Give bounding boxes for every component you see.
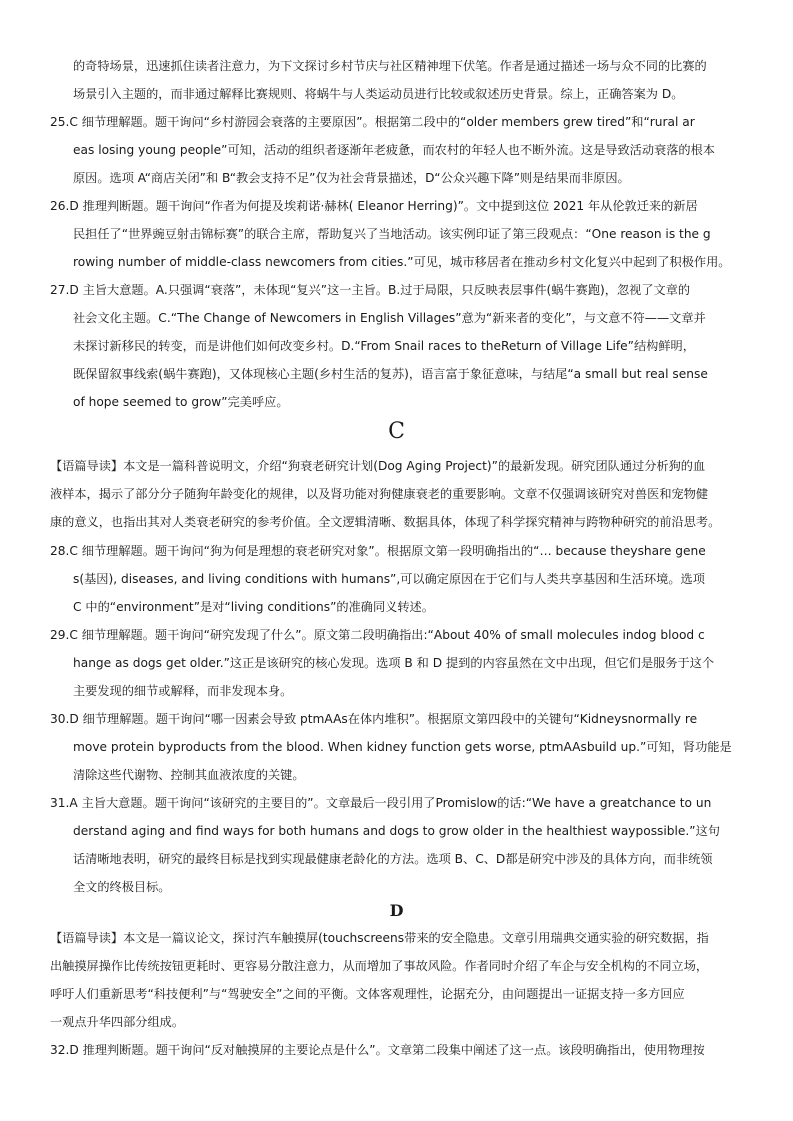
answer-27: 27.D 主旨大意题。A.只强调“衰落”，未体现“复兴”这一主旨。B.过于局限，只反映表层事件(蜗牛赛跑)，忽视了文章的 xyxy=(50,283,691,297)
section-c-intro: 【语篇导读】本文是一篇科普说明文，介绍“狗衰老研究计划(Dog Aging Project)”的最新发现。研究团队通过分析狗的血 xyxy=(50,459,706,473)
answer-28: 28.C 细节理解题。题干询问“狗为何是理想的衰老研究对象”。根据原文第一段明确指出的“… because theyshare gene xyxy=(50,544,706,558)
text-line: 社会文化主题。C.“The Change of Newcomers in English Villages”意为“新来者的变化”，与文意不符——文章并 xyxy=(73,311,706,325)
section-d-heading: D xyxy=(389,901,404,920)
answer-32: 32.D 推理判断题。题干询问“反对触摸屏的主要论点是什么”。文章第二段集中阐述了这一点。该段明确指出，使用物理按 xyxy=(50,1043,705,1057)
text-line: 既保留叙事线索(蜗牛赛跑)，又体现核心主题(乡村生活的复苏)，语言富于象征意味，与结尾“a small but real sense xyxy=(73,367,708,381)
answer-26: 26.D 推理判断题。题干询问“作者为何提及埃莉诺·赫林( Eleanor Herring)”。文中提到这位 2021 年从伦敦迁来的新居 xyxy=(50,199,698,213)
text-line: 呼吁人们重新思考“科技便利”与“驾驶安全”之间的平衡。文体客观理性，论据充分，由问题提出一证据支持一多方回应 xyxy=(50,987,685,1001)
text-line: eas losing young people”可知，活动的组织者逐渐年老疲惫，而农村的年轻人也不断外流。这是导致活动衰落的根本 xyxy=(73,143,715,157)
text-line: 场景引入主题的，而非通过解释比赛规则、将蜗牛与人类运动员进行比较或叙述历史背景。综上，正确答案为 D。 xyxy=(73,87,684,101)
section-c-heading: C xyxy=(388,419,405,444)
text-line: derstand aging and find ways for both humans and dogs to grow older in the healthiest waypossible.”这句 xyxy=(73,824,720,838)
text-line: 原因。选项 A“商店关闭”和 B“教会支持不足”仅为社会背景描述，D“公众兴趣下降”则是结果而非原因。 xyxy=(73,171,630,185)
answer-31: 31.A 主旨大意题。题干询问“该研究的主要目的”。文章最后一段引用了Promislow的话:“We have a greatchance to un xyxy=(50,796,712,810)
text-line: 的奇特场景，迅速抓住读者注意力，为下文探讨乡村节庆与社区精神埋下伏笔。作者是通过描述一场与众不同的比赛的 xyxy=(73,59,707,73)
text-line: 清除这些代谢物、控制其血液浓度的关键。 xyxy=(73,768,305,782)
text-line: 未探讨新移民的转变，而是讲他们如何改变乡村。D.“From Snail races to theReturn of Village Life”结构鲜明， xyxy=(73,339,695,353)
text-line: rowing number of middle-class newcomers from cities.”可见，城市移居者在推动乡村文化复兴中起到了积极作用。 xyxy=(73,255,731,269)
text-line: 民担任了“世界豌豆射击锦标赛”的联合主席，帮助复兴了当地活动。该实例印证了第三段观点：“One reason is the g xyxy=(73,227,711,241)
text-line: 液样本，揭示了部分分子随狗年龄变化的规律，以及肾功能对狗健康衰老的重要影响。文章不仅强调该研究对兽医和宠物健 xyxy=(50,487,709,501)
text-line: 主要发现的细节或解释，而非发现本身。 xyxy=(73,684,293,698)
answer-25: 25.C 细节理解题。题干询问“乡村游园会衰落的主要原因”。根据第二段中的“older members grew tired”和“rural ar xyxy=(50,115,695,129)
text-line: s(基因), diseases, and living conditions with humans”,可以确定原因在于它们与人类共享基因和生活环境。选项 xyxy=(73,572,705,586)
text-line: of hope seemed to grow”完美呼应。 xyxy=(73,395,289,409)
text-line: move protein byproducts from the blood. When kidney function gets worse, ptmAAsbuild up.”可知，肾功能是 xyxy=(73,740,732,754)
text-line: 一观点升华四部分组成。 xyxy=(50,1015,185,1029)
text-line: 出触摸屏操作比传统按钮更耗时、更容易分散注意力，从而增加了事故风险。作者同时介绍了车企与安全机构的不同立场， xyxy=(50,959,709,973)
section-d-intro: 【语篇导读】本文是一篇议论文，探讨汽车触摸屏(touchscreens带来的安全隐患。文章引用瑞典交通实验的研究数据，指 xyxy=(50,931,709,945)
answer-29: 29.C 细节理解题。题干询问“研究发现了什么”。原文第二段明确指出:“About 40% of small molecules indog blood c xyxy=(50,628,705,642)
text-line: hange as dogs get older.”这正是该研究的核心发现。选项 B 和 D 提到的内容虽然在文中出现，但它们是服务于这个 xyxy=(73,656,715,670)
text-line: C 中的“environment”是对“living conditions”的准确同义转述。 xyxy=(73,600,434,614)
text-line: 话清晰地表明，研究的最终目标是找到实现最健康老龄化的方法。选项 B、C、D都是研究中涉及的具体方向，而非统领 xyxy=(73,852,713,866)
text-line: 康的意义，也指出其对人类衰老研究的参考价值。全文逻辑清晰、数据具体，体现了科学探究精神与跨物种研究的前沿思考。 xyxy=(50,515,721,529)
answer-30: 30.D 细节理解题。题干询问“哪一因素会导致 ptmAAs在体内堆积”。根据原文第四段中的关键句“Kidneysnormally re xyxy=(50,712,698,726)
text-line: 全文的终极目标。 xyxy=(73,880,171,894)
